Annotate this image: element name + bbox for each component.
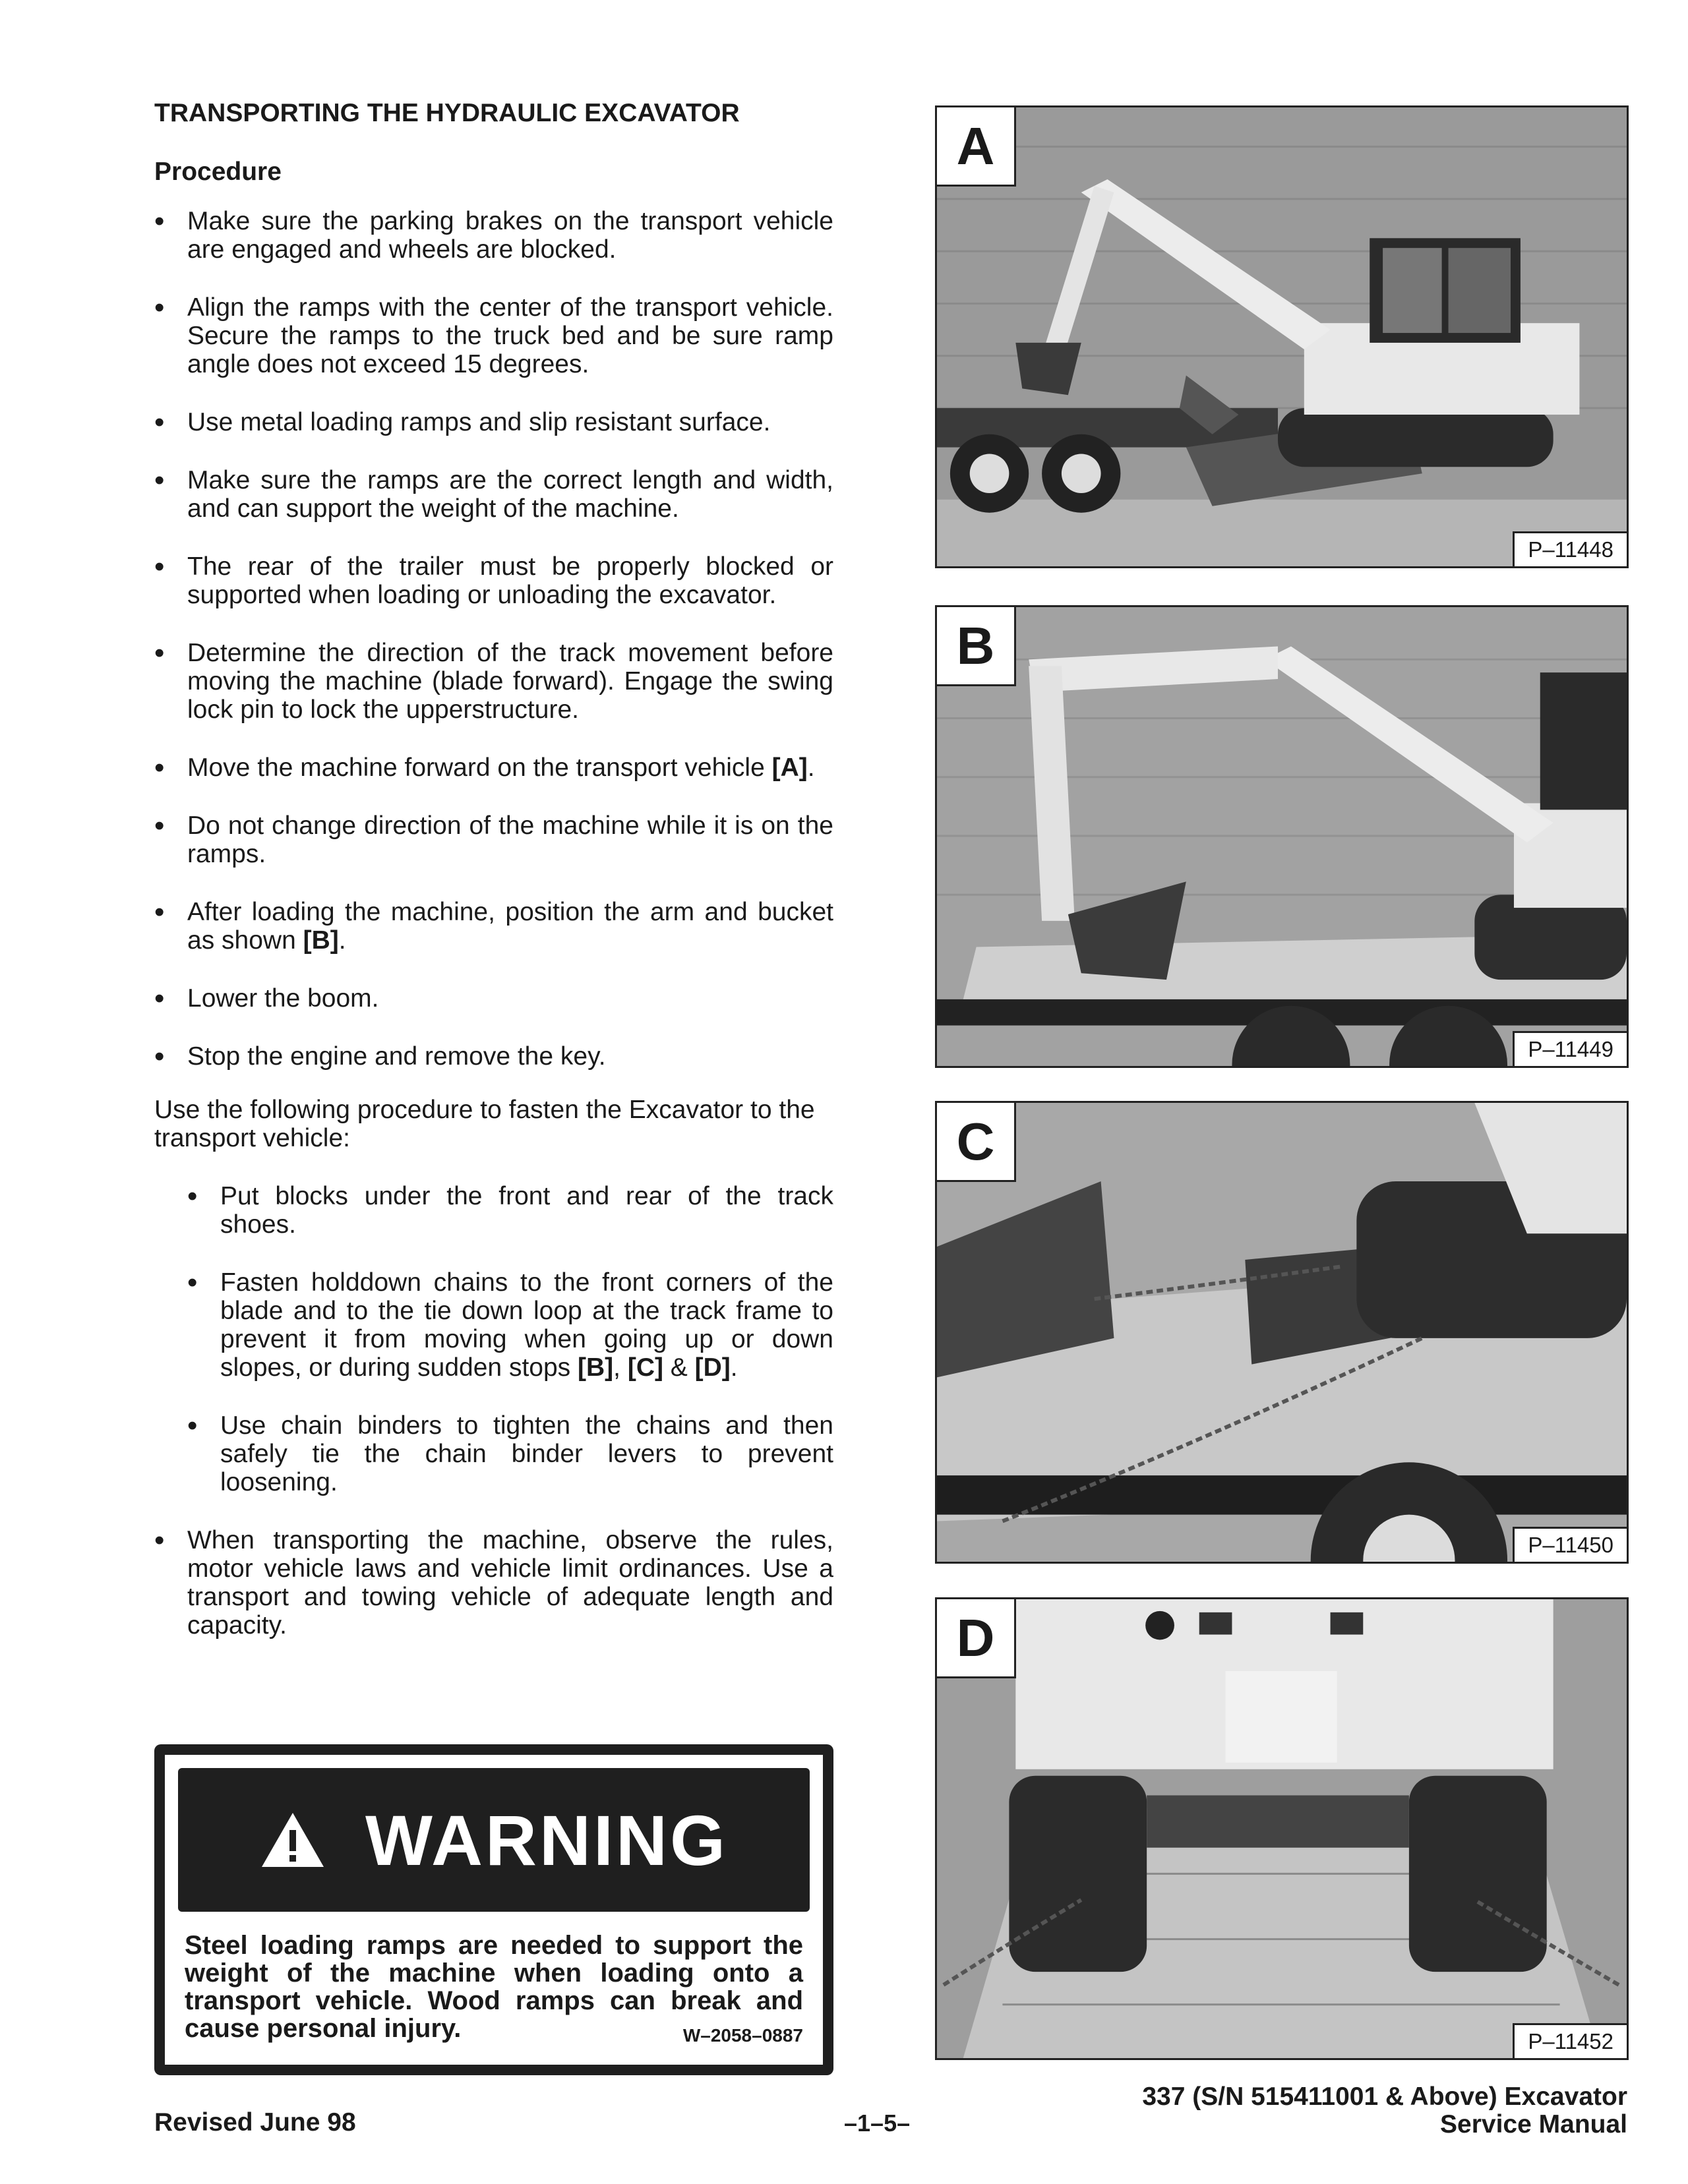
- list-item: • Do not change direction of the machine while it is on the ramps.: [154, 812, 833, 868]
- figure-a: [935, 105, 1629, 568]
- warning-label: WARNING: [365, 1800, 728, 1880]
- list-item: • Make sure the ramps are the correct length and width, and can support the weight of the machine.: [154, 466, 833, 523]
- list-item: • Use chain binders to tighten the chains and then safely tie the chain binder levers to prevent loosening.: [187, 1411, 833, 1496]
- list-item: • Fasten holddown chains to the front corners of the blade and to the tie down loop at the track frame to prevent it from moving when going up or down slopes, or during sudden stops [B], [C] & [D].: [187, 1268, 833, 1382]
- figure-code: P–11450: [1513, 1527, 1627, 1562]
- manual-title: 337 (S/N 515411001 & Above) Excavator Service Manual: [1142, 2082, 1627, 2139]
- warning-box: [154, 1744, 833, 2075]
- warning-triangle-icon: [260, 1810, 326, 1870]
- figure-letter: A: [937, 107, 1016, 187]
- list-item: • Put blocks under the front and rear of the track shoes.: [187, 1182, 833, 1239]
- figure-d: [935, 1597, 1629, 2060]
- excavator-loading-photo: [937, 107, 1627, 566]
- list-item: • The rear of the trailer must be properly blocked or supported when loading or unloading the excavator.: [154, 552, 833, 609]
- figure-b: [935, 605, 1629, 1068]
- procedure-list: [154, 207, 833, 1071]
- figure-ref: [D]: [694, 1353, 731, 1382]
- warning-text: Steel loading ramps are needed to support the weight of the machine when loading onto a transport vehicle. Wood ramps can break and cause personal injury.: [185, 1931, 803, 2043]
- figure-c: [935, 1101, 1629, 1564]
- final-list: [154, 1526, 833, 1639]
- figure-code: P–11448: [1513, 531, 1627, 566]
- warning-code: W–2058–0887: [682, 2025, 803, 2046]
- section-title: TRANSPORTING THE HYDRAULIC EXCAVATOR: [154, 99, 740, 127]
- list-item: • Align the ramps with the center of the transport vehicle. Secure the ramps to the truck bed and be sure ramp angle does not exceed 15 degrees.: [154, 293, 833, 378]
- page-number: –1–5–: [844, 2110, 911, 2137]
- list-item: • Use metal loading ramps and slip resistant surface.: [154, 408, 833, 436]
- figure-letter: D: [937, 1599, 1016, 1678]
- list-item: • After loading the machine, position the arm and bucket as shown [B].: [154, 898, 833, 955]
- list-item: • Make sure the parking brakes on the transport vehicle are engaged and wheels are blocked.: [154, 207, 833, 264]
- figure-ref: [B]: [303, 926, 339, 955]
- list-item: • Move the machine forward on the transport vehicle [A].: [154, 753, 833, 782]
- revision-date: Revised June 98: [154, 2108, 356, 2137]
- warning-banner: [178, 1768, 810, 1912]
- fasten-intro: Use the following procedure to fasten the Excavator to the transport vehicle:: [154, 1095, 815, 1152]
- figure-letter: C: [937, 1103, 1016, 1182]
- figure-ref: [C]: [627, 1353, 663, 1382]
- figure-letter: B: [937, 607, 1016, 686]
- section-subtitle: Procedure: [154, 157, 282, 186]
- fasten-list: [187, 1182, 833, 1496]
- figure-ref: [B]: [578, 1353, 614, 1382]
- procedure-column: [154, 99, 833, 1669]
- holddown-chains-photo: [937, 1103, 1627, 1562]
- figure-ref: [A]: [771, 753, 808, 782]
- list-item: • Lower the boom.: [154, 984, 833, 1013]
- rear-tie-down-photo: [937, 1599, 1627, 2058]
- figure-code: P–11449: [1513, 1031, 1627, 1066]
- list-item: • Determine the direction of the track movement before moving the machine (blade forward). Engage the swing lock pin to lock the upperstructure.: [154, 639, 833, 724]
- list-item: • When transporting the machine, observe the rules, motor vehicle laws and vehicle limit ordinances. Use a transport and towing vehicle of adequate length and capacity.: [154, 1526, 833, 1639]
- excavator-on-trailer-photo: [937, 607, 1627, 1066]
- list-item: • Stop the engine and remove the key.: [154, 1042, 833, 1071]
- figure-code: P–11452: [1513, 2023, 1627, 2058]
